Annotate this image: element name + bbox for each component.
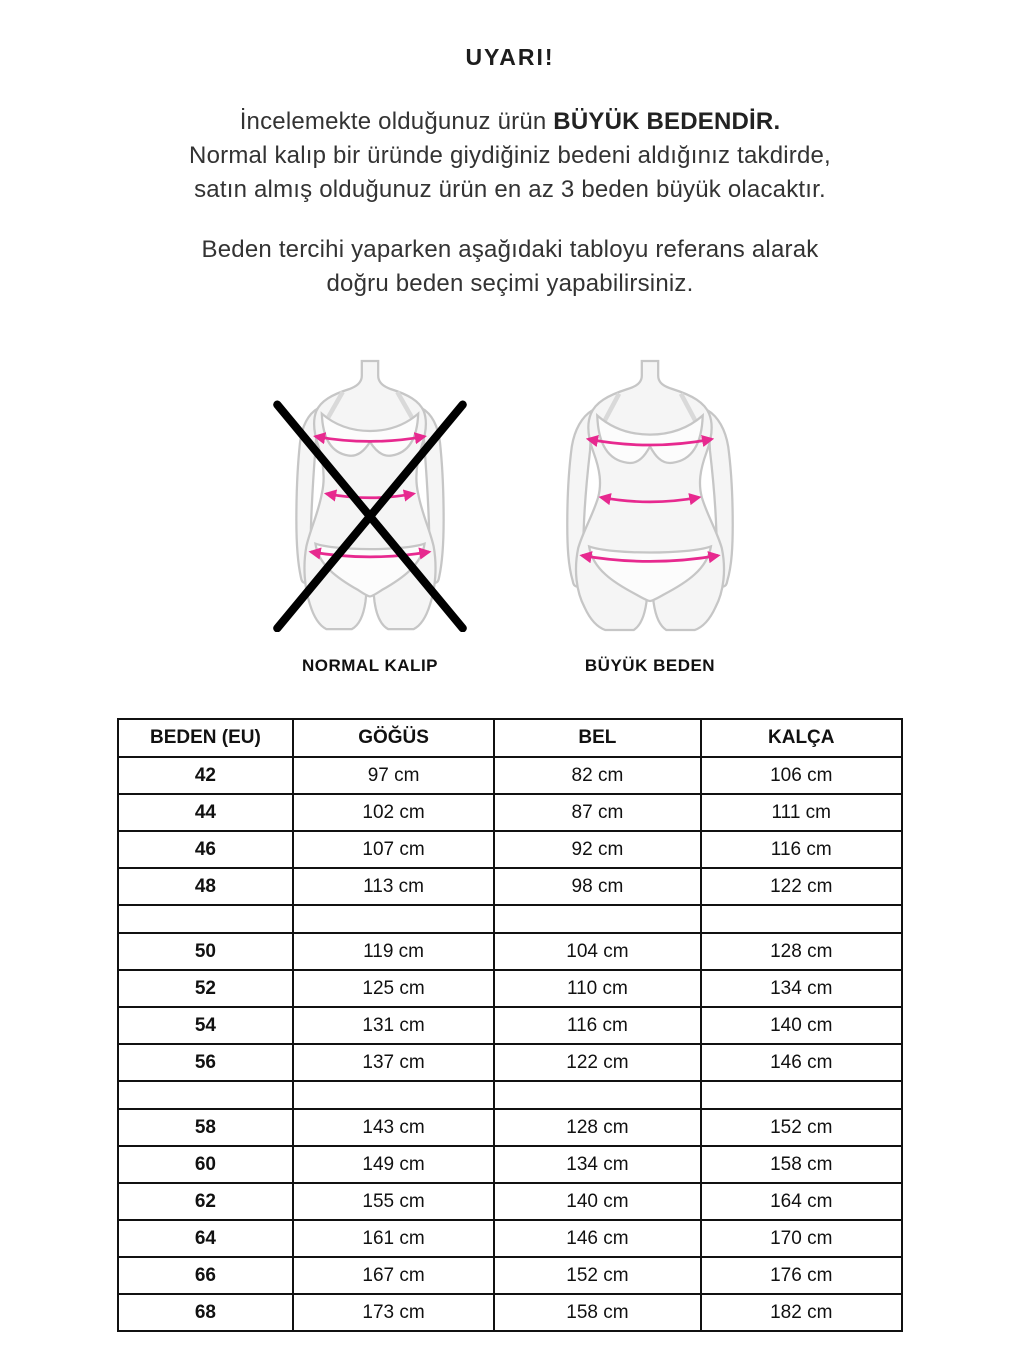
table-spacer-row [118, 1081, 902, 1109]
measurement-cell: 122 cm [701, 868, 903, 905]
size-value-cell: 64 [118, 1220, 293, 1257]
measurement-cell: 131 cm [293, 1007, 494, 1044]
size-table [117, 718, 903, 1332]
measurement-cell: 111 cm [701, 794, 903, 831]
measurement-cell [701, 1081, 903, 1109]
measurement-cell: 104 cm [494, 933, 700, 970]
measurement-cell: 106 cm [701, 757, 903, 794]
measurement-cell: 137 cm [293, 1044, 494, 1081]
table-row [118, 1220, 902, 1257]
measurement-cell [701, 905, 903, 933]
measurement-cell: 128 cm [494, 1109, 700, 1146]
normal-fit-figure [230, 359, 510, 676]
table-row [118, 1146, 902, 1183]
normal-body [296, 361, 443, 629]
table-row [118, 1007, 902, 1044]
warning-title: UYARI! [465, 44, 555, 70]
measurement-cell: 128 cm [701, 933, 903, 970]
size-value-cell: 68 [118, 1294, 293, 1331]
header-bust: GÖĞÜS [293, 719, 494, 757]
measurement-cell: 146 cm [701, 1044, 903, 1081]
table-row [118, 933, 902, 970]
measurement-cell: 170 cm [701, 1220, 903, 1257]
measurement-cell: 125 cm [293, 970, 494, 1007]
instruction-line-2: doğru beden seçimi yapabilirsiniz. [326, 270, 694, 297]
size-value-cell: 66 [118, 1257, 293, 1294]
table-row [118, 794, 902, 831]
measurement-cell: 113 cm [293, 868, 494, 905]
table-header-row [118, 719, 902, 757]
size-table-body [118, 757, 902, 1331]
measurement-cell: 116 cm [701, 831, 903, 868]
measurement-cell [293, 905, 494, 933]
measurement-cell: 87 cm [494, 794, 700, 831]
size-value-cell: 50 [118, 933, 293, 970]
measurement-cell: 122 cm [494, 1044, 700, 1081]
size-value-cell [118, 905, 293, 933]
header-waist: BEL [494, 719, 700, 757]
header-hip: KALÇA [701, 719, 903, 757]
measurement-cell: 134 cm [701, 970, 903, 1007]
measurement-cell [293, 1081, 494, 1109]
plus-size-figure [510, 359, 790, 676]
figures-row [0, 359, 1020, 676]
warning-paragraph [0, 105, 1020, 207]
size-value-cell: 60 [118, 1146, 293, 1183]
measurement-cell: 149 cm [293, 1146, 494, 1183]
size-value-cell: 44 [118, 794, 293, 831]
measurement-cell: 152 cm [494, 1257, 700, 1294]
warning-line-3: satın almış olduğunuz ürün en az 3 beden büyük olacaktır. [194, 176, 826, 203]
size-value-cell: 42 [118, 757, 293, 794]
table-row [118, 1044, 902, 1081]
measurement-cell: 182 cm [701, 1294, 903, 1331]
normal-fit-label: NORMAL KALIP [301, 656, 438, 675]
measurement-cell: 140 cm [701, 1007, 903, 1044]
measurement-cell: 102 cm [293, 794, 494, 831]
measurement-cell: 110 cm [494, 970, 700, 1007]
size-value-cell: 54 [118, 1007, 293, 1044]
normal-fit-illustration [270, 359, 470, 632]
size-value-cell: 52 [118, 970, 293, 1007]
measurement-cell: 143 cm [293, 1109, 494, 1146]
measurement-cell: 146 cm [494, 1220, 700, 1257]
measurement-cell [494, 905, 700, 933]
measurement-cell [494, 1081, 700, 1109]
measurement-cell: 173 cm [293, 1294, 494, 1331]
table-row [118, 1257, 902, 1294]
measurement-cell: 161 cm [293, 1220, 494, 1257]
measurement-cell: 119 cm [293, 933, 494, 970]
table-row [118, 1183, 902, 1220]
size-value-cell: 56 [118, 1044, 293, 1081]
table-row [118, 1109, 902, 1146]
measurement-cell: 176 cm [701, 1257, 903, 1294]
table-row [118, 1294, 902, 1331]
measurement-cell: 158 cm [701, 1146, 903, 1183]
size-value-cell: 62 [118, 1183, 293, 1220]
measurement-cell: 98 cm [494, 868, 700, 905]
plus-size-label: BÜYÜK BEDEN [584, 656, 716, 675]
table-spacer-row [118, 905, 902, 933]
header-size-eu: BEDEN (EU) [118, 719, 293, 757]
measurement-cell: 82 cm [494, 757, 700, 794]
instruction-paragraph [0, 233, 1020, 301]
measurement-cell: 140 cm [494, 1183, 700, 1220]
measurement-cell: 164 cm [701, 1183, 903, 1220]
size-value-cell: 48 [118, 868, 293, 905]
measurement-cell: 134 cm [494, 1146, 700, 1183]
table-row [118, 757, 902, 794]
measurement-cell: 167 cm [293, 1257, 494, 1294]
measurement-cell: 152 cm [701, 1109, 903, 1146]
warning-line-1-bold: BÜYÜK BEDENDİR. [553, 108, 781, 135]
plus-size-illustration [550, 359, 750, 632]
measurement-cell: 97 cm [293, 757, 494, 794]
warning-line-2: Normal kalıp bir üründe giydiğiniz bedeni aldığınız takdirde, [189, 142, 831, 169]
size-value-cell: 46 [118, 831, 293, 868]
measurement-cell: 158 cm [494, 1294, 700, 1331]
size-value-cell: 58 [118, 1109, 293, 1146]
measurement-cell: 107 cm [293, 831, 494, 868]
table-row [118, 831, 902, 868]
size-value-cell [118, 1081, 293, 1109]
measurement-cell: 92 cm [494, 831, 700, 868]
instruction-line-1: Beden tercihi yaparken aşağıdaki tabloyu referans alarak [201, 236, 819, 263]
table-row [118, 868, 902, 905]
table-row [118, 970, 902, 1007]
measurement-cell: 155 cm [293, 1183, 494, 1220]
warning-line-1-prefix: İncelemekte olduğunuz ürün [239, 108, 554, 135]
measurement-cell: 116 cm [494, 1007, 700, 1044]
plus-body [567, 361, 732, 630]
